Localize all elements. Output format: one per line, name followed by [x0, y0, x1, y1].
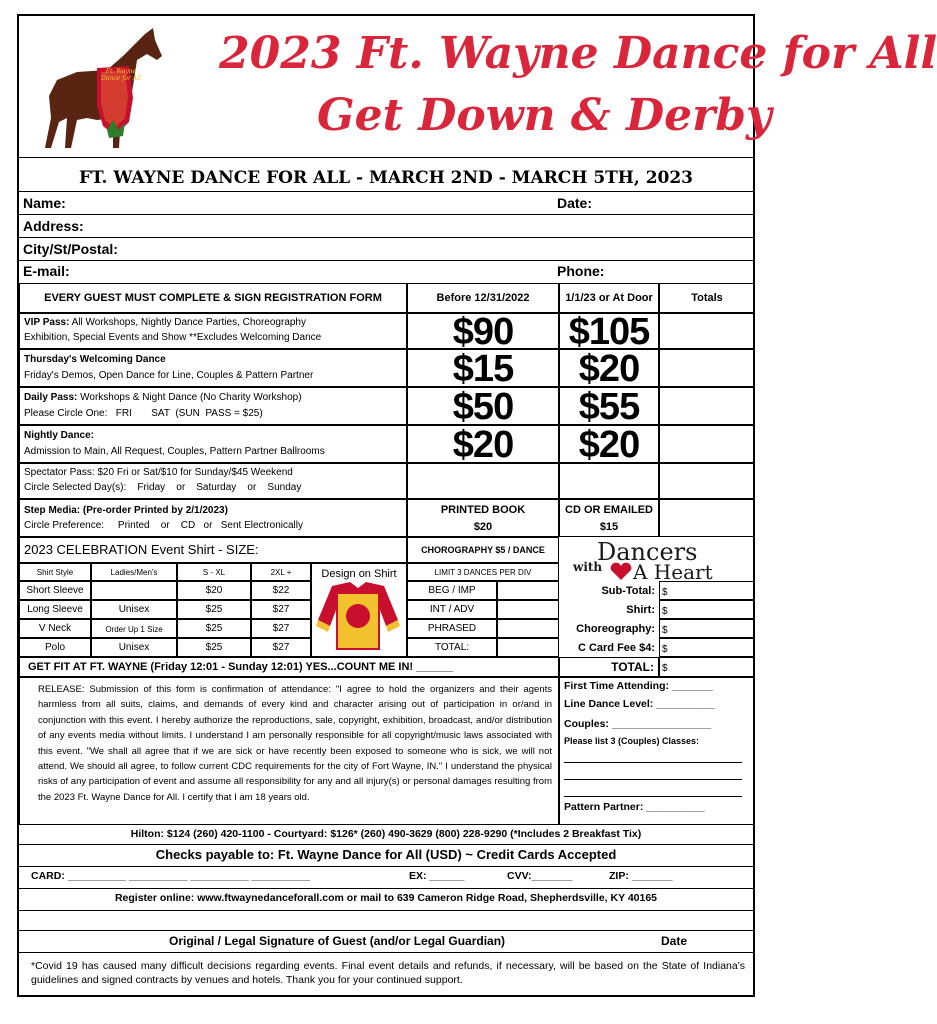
spectator-pass-row: Spectator Pass: $20 Fri or Sat/$10 for Sunday/$45 Weekend Circle Selected Day(s): Friday or Saturday or Sunday — [19, 463, 407, 499]
page-title: 2023 Ft. Wayne Dance for All — [219, 28, 937, 79]
media-total-box[interactable] — [659, 499, 755, 537]
jockey-silks-icon — [312, 580, 404, 652]
checks-payable: Checks payable to: Ft. Wayne Dance for All (USD) ~ Credit Cards Accepted — [155, 847, 617, 862]
spectator-total-box[interactable] — [659, 463, 755, 499]
subtotal-label: Sub-Total: — [601, 585, 655, 597]
choreo-limit: LIMIT 3 DANCES PER DIV — [434, 568, 532, 577]
nightly-before-price: $20 — [452, 424, 514, 466]
horse-illustration — [37, 26, 167, 151]
release-text: RELEASE: Submission of this form is confirmation of attendance: "I agree to hold the organizers and their agents harmless from all suits, claims, and demands of every kind and character arising out of participation in or/and in conjunction with this event. I hereby authorize the reproductions, sale, copyright, exhibition, broadcast, and/or distribution of any events media without limits. I understand I am personally responsible for all copyright/music laws associated with this event. "We shall all agree that if we are sick or have recently been exposed to someone who is sick, we will not attend. We should all agree, to follow current CDC requirements for the city of Fort Wayne, IN." I understand the physical risks of any participation of event and assume all responsibility for any and all injury(s) or personal damages resulting from the 2023 Ft. Wayne Dance for All. I certify that I am 18 years old. — [38, 684, 552, 803]
vip-before-price: $90 — [452, 311, 514, 353]
cd-emailed-option[interactable]: CD OR EMAILED $15 — [559, 499, 659, 537]
daily-total-box[interactable] — [659, 387, 755, 425]
printed-book-option[interactable]: PRINTED BOOK $20 — [407, 499, 559, 537]
horse-blanket-text: Ft. Wayne Dance for All — [101, 68, 141, 82]
nightly-total-box[interactable] — [659, 425, 755, 463]
class-info-panel: First Time Attending: _______ Line Dance Level: __________ Couples: _________________ Please list 3 (Couples) Classes: Pattern Partner: __________ — [559, 677, 755, 825]
choreo-int-box[interactable] — [497, 600, 559, 619]
city-label: City/St/Postal: — [23, 241, 118, 257]
heart-icon — [609, 562, 633, 582]
choreo-beg-box[interactable] — [497, 581, 559, 600]
step-media-row: Step Media: (Pre-order Printed by 2/1/2023) Circle Preference: Printed or CD or Sent Electronically — [19, 499, 407, 537]
register-online: Register online: www.ftwaynedanceforall.com or mail to 639 Cameron Ridge Road, Shepherdsville, KY 40165 — [114, 892, 658, 904]
blank-row[interactable] — [19, 910, 753, 931]
shirt-total-box[interactable]: $ — [659, 600, 755, 619]
class-line[interactable] — [564, 779, 742, 780]
event-dates-banner: FT. WAYNE DANCE FOR ALL - MARCH 2ND - MARCH 5TH, 2023 — [78, 168, 694, 188]
shirt-design-box: Design on Shirt — [311, 563, 407, 657]
choreo-total-label: Choreography: — [576, 623, 655, 635]
card-fee-label: C Card Fee $4: — [577, 642, 655, 654]
class-line[interactable] — [564, 762, 742, 763]
vip-total-box[interactable] — [659, 313, 755, 349]
page-subtitle-script: Get Down & Derby — [317, 90, 772, 141]
class-line[interactable] — [564, 796, 742, 797]
subtotal-box[interactable]: $ — [659, 581, 755, 600]
col-totals: Totals — [659, 283, 755, 313]
grand-total-box[interactable]: $ — [659, 657, 755, 677]
email-label: E-mail: — [23, 263, 70, 279]
shirt-row[interactable]: V Neck — [19, 619, 91, 638]
covid-note: *Covid 19 has caused many difficult decisions regarding events. Final event details and refunds, if necessary, will be based on the State of Indiana's guidelines and signed contracts by venues and hotels. Thank you for your continued support. — [31, 960, 745, 986]
shirt-row[interactable]: Polo — [19, 638, 91, 657]
choreo-phrased-box[interactable] — [497, 619, 559, 638]
nightly-door-price: $20 — [578, 424, 640, 466]
thursday-total-box[interactable] — [659, 349, 755, 387]
col-before: Before 12/31/2022 — [407, 283, 559, 313]
pricing-header-desc: EVERY GUEST MUST COMPLETE & SIGN REGISTRATION FORM — [19, 283, 407, 313]
daily-pass-row: Daily Pass: Workshops & Night Dance (No Charity Workshop) Please Circle One: FRI SAT (SUN PASS = $25) — [19, 387, 407, 425]
hotel-info: Hilton: $124 (260) 420-1100 - Courtyard: $126* (260) 490-3629 (800) 228-9290 (*Includes 2 Breakfast Tix) — [130, 828, 642, 840]
signature-row[interactable] — [19, 930, 753, 953]
shirt-total-label: Shirt: — [626, 604, 655, 616]
vip-pass-row: VIP Pass: All Workshops, Nightly Dance Parties, Choreography Exhibition, Special Events and Show **Excludes Welcoming Dance — [19, 313, 407, 349]
signature-label: Original / Legal Signature of Guest (and/or Legal Guardian) — [169, 934, 506, 948]
thursday-before-price: $15 — [452, 348, 514, 390]
date-label: Date: — [557, 195, 593, 211]
credit-card-row[interactable]: CARD: __________ __________ __________ __________ EX: ______ CVV:_______ ZIP: _______ — [19, 866, 753, 889]
choreo-sum-box[interactable]: $ — [659, 619, 755, 638]
grand-total-label: TOTAL: — [611, 660, 654, 674]
get-fit-line: GET FIT AT FT. WAYNE (Friday 12:01 - Sunday 12:01) YES...COUNT ME IN! ______ — [28, 661, 453, 673]
daily-before-price: $50 — [452, 386, 514, 428]
thursday-row: Thursday's Welcoming Dance Friday's Demos, Open Dance for Line, Couples & Pattern Partner — [19, 349, 407, 387]
thursday-door-price: $20 — [578, 348, 640, 390]
nightly-dance-row: Nightly Dance: Admission to Main, All Request, Couples, Pattern Partner Ballrooms — [19, 425, 407, 463]
shirt-section-title: 2023 CELEBRATION Event Shirt - SIZE: — [24, 542, 259, 557]
shirt-row[interactable]: Short Sleeve — [19, 581, 91, 600]
daily-door-price: $55 — [578, 386, 640, 428]
card-fee-box[interactable]: $ — [659, 638, 755, 657]
dancers-with-a-heart-logo: Dancers with A Heart — [573, 538, 713, 584]
vip-door-price: $105 — [568, 311, 650, 353]
address-label: Address: — [23, 218, 84, 234]
choreo-title: CHOROGRAPHY $5 / DANCE — [421, 545, 545, 555]
registration-form: Ft. Wayne Dance for All 2023 Ft. Wayne Dance for All Get Down & Derby FT. WAYNE DANCE FOR ALL - MARCH 2ND - MARCH 5TH, 2023 Name: Date: Address: City/St/Postal: E-mail: Phone: EVERY GUEST MUST COMPLETE & SIGN REGISTRATION FORM Before 12/31/2022 1/1/23 or At Door Totals VIP Pass: All Workshops, Nightly Dance Parties, Choreography Exhibition, Special Events and Show **Excludes Welcoming Dance $90 $105 Thursday's Welcoming Dance Friday's Demos, Open Dance for Line, Couples & Pattern Partner $15 $20 Daily Pass: Workshops & Night Dance (No Charity Workshop) Please Circle One: FRI SAT (SUN PASS = $25) $50 $55 Nightly Dance: Admission to Main, All Request, Couples, Pattern Partner Ballrooms $20 $20 Spectator Pass: $20 Fri or Sat/$10 for Sunday/$45 Weekend Circle Selected Day(s): Friday or Saturday or Sunday Step Media: (Pre-order Printed by 2/1/2023) Circle Preference: Printed or CD or Sent Electronically PRINTED BOOK $20 CD OR EMAILED $15 2023 CELEBRATION Event Shirt - SIZE: Shirt Style Ladies/Men's S - XL 2XL + Short Sleeve $20 $22 Long Sleeve Unisex $25 $27 V Neck Order Up 1 Size $25 $27 Polo Unisex $25 $27 Design on Shirt CHOROGRAPHY $5 / DANCE LIMIT 3 DANCES PER DIV BEG / IMP INT / ADV PHRASED TOTAL: Dancers with A Heart Sub-Total: $ Shirt: $ Choreography: $ C Card Fee $4: $ GET FIT AT FT. WAYNE (Friday 12:01 - Sunday 12:01) YES...COUNT ME IN! ______ TOTAL: $ RELEASE: Submission of this form is confirmation of attendance: "I agree to hold the organizers and their agents harmless from all suits, claims, and demands of every kind and character arising out of participation in or/and in conjunction with this event. I hereby authorize the reproductions, sale, copyright, exhibition, broadcast, and/or distribution of any events media without limits. I understand I am personally responsible for all copyright/music laws associated with this event. "We shall all agree that if we are sick or have recently been exposed to someone who is sick, we will not attend. We should all agree, to follow current CDC requirements for the city of Fort Wayne, IN." I understand the physical risks of any participation of event and assume all responsibility for any and all injury(s) or personal damages resulting from the 2023 Ft. Wayne Dance for All. I certify that I am 18 years old. First Time Attending: _______ Line Dance Level: __________ Couples: _________________ Please list 3 (Couples) Classes: Pattern Partner: __________ Hilton: $124 (260) 420-1100 - Courtyard: $126* (260) 490-3629 (800) 228-9290 (*Includes 2 Breakfast Tix) Checks payable to: Ft. Wayne Dance for All (USD) ~ Credit Cards Accepted CARD: __________ __________ __________ __________ EX: ______ CVV:_______ ZIP: _______ Register online: www.ftwaynedanceforall.com or mail to 639 Cameron Ridge Road, Shepherdsville, KY 40165 Original / Legal Signature of Guest (and/or Legal Guardian) Date *Covid 19 has caused many difficult decisions regarding events. Final event details and refunds, if necessary, will be based on the State of Indiana's guidelines and signed contracts by venues and hotels. Thank you for your continued support. — [17, 14, 755, 997]
signature-date-label: Date — [661, 934, 688, 948]
shirt-row[interactable]: Long Sleeve — [19, 600, 91, 619]
name-label: Name: — [23, 195, 66, 211]
col-door: 1/1/23 or At Door — [559, 283, 659, 313]
phone-label: Phone: — [557, 263, 605, 279]
choreo-total-box[interactable] — [497, 638, 559, 657]
